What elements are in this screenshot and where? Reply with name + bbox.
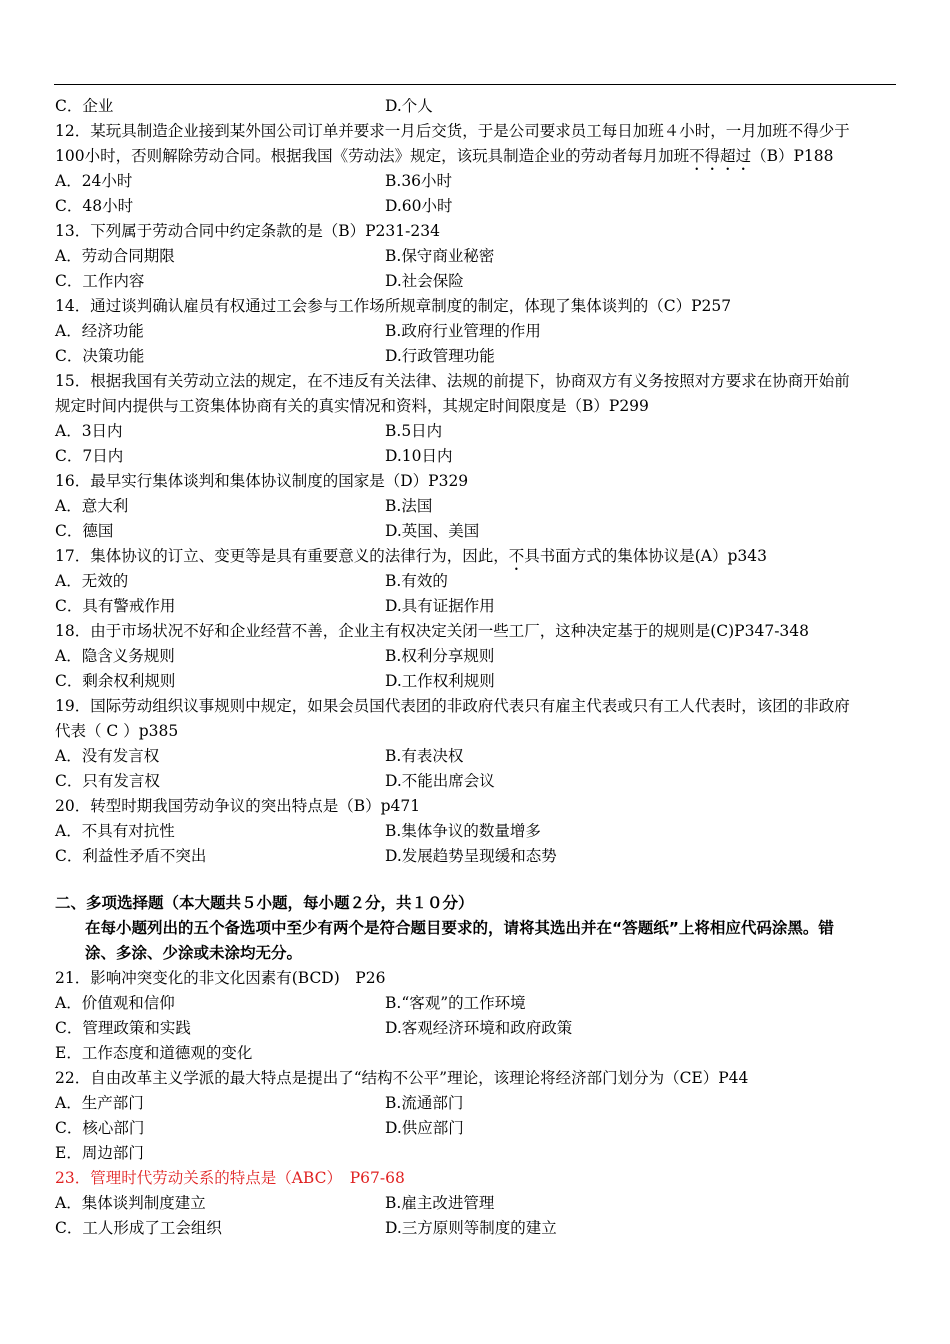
question-17	[55, 544, 897, 569]
question-12-answer: （B）P188	[751, 147, 834, 165]
option-row	[55, 419, 897, 444]
question-16: 16．最早实行集体谈判和集体协议制度的国家是（D）P329	[55, 472, 469, 490]
emphasis-text: 不	[508, 547, 525, 565]
option-c: C．只有发言权	[55, 772, 160, 790]
option-a: A．经济功能	[55, 322, 144, 340]
option-c: C．工人形成了工会组织	[55, 1219, 222, 1237]
option-row	[55, 1216, 897, 1241]
option-c: C．48小时	[55, 197, 134, 215]
option-d: D.行政管理功能	[385, 347, 495, 365]
option-b: B.“客观”的工作环境	[385, 994, 526, 1012]
option-d: D.社会保险	[385, 272, 464, 290]
option-c: C．7日内	[55, 447, 124, 465]
option-c: C．管理政策和实践	[55, 1019, 191, 1037]
option-c: C．企业	[55, 97, 114, 115]
option-d: D.具有证据作用	[385, 597, 495, 615]
option-c: C．剩余权利规则	[55, 672, 176, 690]
option-c: C．利益性矛盾不突出	[55, 847, 207, 865]
option-a: A．不具有对抗性	[55, 822, 175, 840]
option-c: C．具有警戒作用	[55, 597, 176, 615]
option-b: B.5日内	[385, 422, 443, 440]
option-c: C．核心部门	[55, 1119, 145, 1137]
option-row	[55, 1116, 897, 1141]
option-a: A．生产部门	[55, 1094, 144, 1112]
option-row	[55, 569, 897, 594]
option-a: A．无效的	[55, 572, 129, 590]
option-row	[55, 519, 897, 544]
option-a: A．24小时	[55, 172, 133, 190]
option-row	[55, 244, 897, 269]
option-d: D.客观经济环境和政府政策	[385, 1019, 573, 1037]
question-12-text: 100小时，否则解除劳动合同。根据我国《劳动法》规定，该玩具制造企业的劳动者每月加班	[55, 147, 690, 165]
option-d: D.三方原则等制度的建立	[385, 1219, 557, 1237]
option-d: D.个人	[385, 97, 433, 115]
option-a: A．劳动合同期限	[55, 247, 175, 265]
question-14: 14．通过谈判确认雇员有权通过工会参与工作场所规章制度的制定，体现了集体谈判的（C）P257	[55, 297, 732, 315]
option-row	[55, 819, 897, 844]
question-18: 18．由于市场状况不好和企业经营不善，企业主有权决定关闭一些工厂，这种决定基于的规则是(C)P347-348	[55, 622, 810, 640]
question-23: 23．管理时代劳动关系的特点是（ABC） P67-68	[55, 1169, 405, 1187]
option-b: B.有表决权	[385, 747, 464, 765]
option-d: D.工作权利规则	[385, 672, 495, 690]
option-b: B.雇主改进管理	[385, 1194, 495, 1212]
option-row	[55, 94, 897, 119]
option-row	[55, 644, 897, 669]
option-row	[55, 769, 897, 794]
option-row	[55, 1191, 897, 1216]
option-a: A．隐含义务规则	[55, 647, 175, 665]
option-row	[55, 594, 897, 619]
option-a: A．3日内	[55, 422, 123, 440]
option-row	[55, 344, 897, 369]
option-c: C．德国	[55, 522, 114, 540]
top-rule	[54, 84, 896, 85]
option-b: B.权利分享规则	[385, 647, 495, 665]
option-row	[55, 1091, 897, 1116]
question-15: 15．根据我国有关劳动立法的规定，在不违反有关法律、法规的前提下，协商双方有义务按照对方要求在协商开始前	[55, 372, 850, 390]
option-row	[55, 1016, 897, 1041]
question-13: 13．下列属于劳动合同中约定条款的是（B）P231-234	[55, 222, 440, 240]
section-title: 二、多项选择题（本大题共５小题，每小题２分，共１０分）	[55, 894, 474, 912]
option-row	[55, 844, 897, 869]
question-17-answer: 具书面方式的集体协议是(A）p343	[524, 547, 767, 565]
option-b: B.有效的	[385, 572, 448, 590]
option-c: C．工作内容	[55, 272, 145, 290]
option-row	[55, 669, 897, 694]
option-c: C．决策功能	[55, 347, 145, 365]
question-12: 12．某玩具制造企业接到某外国公司订单并要求一月后交货，于是公司要求员工每日加班４小时，一月加班不得少于	[55, 122, 850, 140]
question-19: 19．国际劳动组织议事规则中规定，如果会员国代表团的非政府代表只有雇主代表或只有工人代表时，该团的非政府	[55, 697, 850, 715]
option-b: B.法国	[385, 497, 433, 515]
option-d: D.发展趋势呈现缓和态势	[385, 847, 557, 865]
option-a: A．集体谈判制度建立	[55, 1194, 206, 1212]
option-e: E．周边部门	[55, 1144, 144, 1162]
question-21: 21．影响冲突变化的非文化因素有(BCD) P26	[55, 969, 386, 987]
option-row	[55, 269, 897, 294]
option-d: D.60小时	[385, 197, 453, 215]
option-d: D.10日内	[385, 447, 453, 465]
option-row	[55, 194, 897, 219]
option-row	[55, 991, 897, 1016]
option-a: A．价值观和信仰	[55, 994, 175, 1012]
question-22: 22．自由改革主义学派的最大特点是提出了“结构不公平”理论，该理论将经济部门划分为（CE）P44	[55, 1069, 749, 1087]
question-12-cont	[55, 144, 897, 169]
option-row	[55, 444, 897, 469]
option-b: B.集体争议的数量增多	[385, 822, 541, 840]
option-e: E．工作态度和道德观的变化	[55, 1044, 253, 1062]
instructions-line: 在每小题列出的五个备选项中至少有两个是符合题目要求的，请将其选出并在“答题纸”上将相应代码涂黑。错	[85, 919, 834, 937]
instructions-line: 涂、多涂、少涂或未涂均无分。	[85, 944, 303, 962]
option-row	[55, 494, 897, 519]
option-b: B.保守商业秘密	[385, 247, 495, 265]
option-a: A．意大利	[55, 497, 129, 515]
emphasis-text: 不得超过	[689, 147, 752, 165]
question-15-cont: 规定时间内提供与工资集体协商有关的真实情况和资料，其规定时间限度是（B）P299	[55, 397, 649, 415]
section-instructions	[55, 916, 897, 966]
question-20: 20．转型时期我国劳动争议的突出特点是（B）p471	[55, 797, 421, 815]
option-d: D.英国、美国	[385, 522, 480, 540]
option-a: A．没有发言权	[55, 747, 160, 765]
option-row	[55, 319, 897, 344]
option-row	[55, 744, 897, 769]
option-d: D.不能出席会议	[385, 772, 495, 790]
option-row	[55, 169, 897, 194]
option-d: D.供应部门	[385, 1119, 464, 1137]
question-19-cont: 代表（ C ）p385	[55, 722, 179, 740]
option-b: B.流通部门	[385, 1094, 464, 1112]
option-b: B.政府行业管理的作用	[385, 322, 541, 340]
exam-content	[55, 94, 897, 1241]
option-b: B.36小时	[385, 172, 453, 190]
question-17-text: 17．集体协议的订立、变更等是具有重要意义的法律行为，因此，	[55, 547, 509, 565]
spacer	[55, 869, 897, 891]
